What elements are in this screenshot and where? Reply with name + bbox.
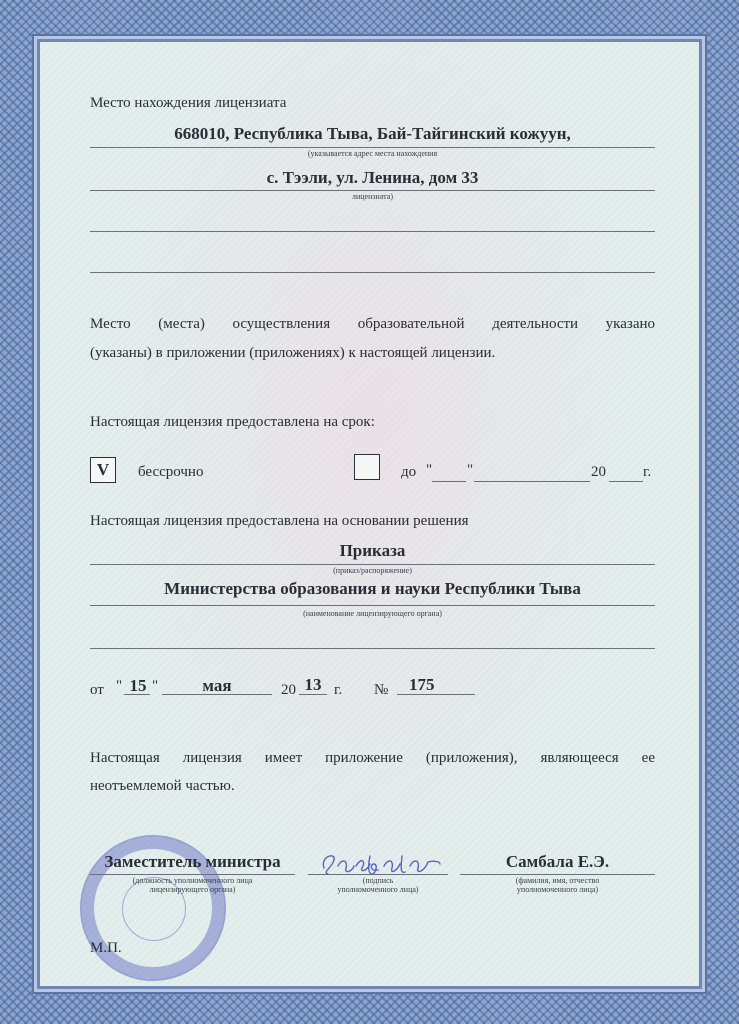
until-day-line [432,481,466,482]
activity-places-line-1: Место (места) осуществления образовательной деятельности указано [90,316,655,332]
until-year-line [609,481,643,482]
term-label: Настоящая лицензия предоставлена на срок: [90,414,375,430]
date-year-line [299,694,327,695]
address-line-2: с. Тээли, ул. Ленина, дом 33 [266,168,479,187]
signature-hint-2: уполномоченного лица) [337,885,419,894]
date-quote-open: " [116,678,123,694]
underline [90,564,655,565]
authority-hint: (наименование лицензирующего органа) [303,609,442,618]
date-month: мая [202,676,232,695]
underline [90,605,655,606]
appendix-line-1: Настоящая лицензия имеет приложение (приложения), являющееся ее [90,750,655,766]
underline [308,874,448,875]
stamp-label: М.П. [90,940,122,956]
basis-label: Настоящая лицензия предоставлена на основании решения [90,513,469,529]
until-quote-close: " [467,462,474,478]
underline [90,272,655,273]
address-line-1: 668010, Республика Тыва, Бай-Тайгинский кожуун, [174,124,571,143]
decision-type: Приказа [339,541,406,560]
underline [90,190,655,191]
underline [90,648,655,649]
checkbox-mark: V [96,460,110,479]
date-prefix: от [90,682,104,698]
decision-type-hint: (приказ/распоряжение) [333,566,412,575]
perpetual-checkbox[interactable] [90,457,116,483]
authority-name: Министерства образования и науки Республики Тыва [164,579,581,598]
activity-places-line-2: (указаны) в приложении (приложениях) к настоящей лицензии. [90,345,496,361]
date-year-suffix: 13 [304,675,322,694]
underline [90,231,655,232]
underline [460,874,655,875]
date-year-prefix: 20 [281,682,296,698]
decision-number: 175 [409,675,435,694]
underline [90,147,655,148]
name-hint-1: (фамилия, имя, отчество [515,876,600,885]
address-hint-1: (указывается адрес места нахождения [307,149,438,158]
until-month-line [474,481,590,482]
underline [90,874,295,875]
until-year-prefix: 20 [591,464,606,480]
number-line [397,694,475,695]
signatory-position: Заместитель министра [104,852,281,871]
until-quote-open: " [426,462,433,478]
address-hint-2: лицензиата) [352,192,393,201]
until-prefix: до [401,464,417,480]
appendix-line-2: неотъемлемой частью. [90,778,235,794]
perpetual-label: бессрочно [138,464,204,480]
number-sign: № [374,682,389,698]
position-hint-2: лицензирующего органа) [149,885,236,894]
date-year-label: г. [334,682,343,698]
date-day: 15 [129,676,147,695]
signature-hint-1: (подпись [362,876,394,885]
date-month-line [162,694,272,695]
until-year-suffix: г. [643,464,652,480]
position-hint-1: (должность уполномоченного лица [132,876,253,885]
date-quote-close: " [152,678,159,694]
name-hint-2: уполномоченного лица) [516,885,599,894]
date-day-line [124,694,150,695]
until-checkbox[interactable] [354,454,380,480]
signatory-name: Самбала Е.Э. [505,852,610,871]
location-label: Место нахождения лицензиата [90,95,287,111]
